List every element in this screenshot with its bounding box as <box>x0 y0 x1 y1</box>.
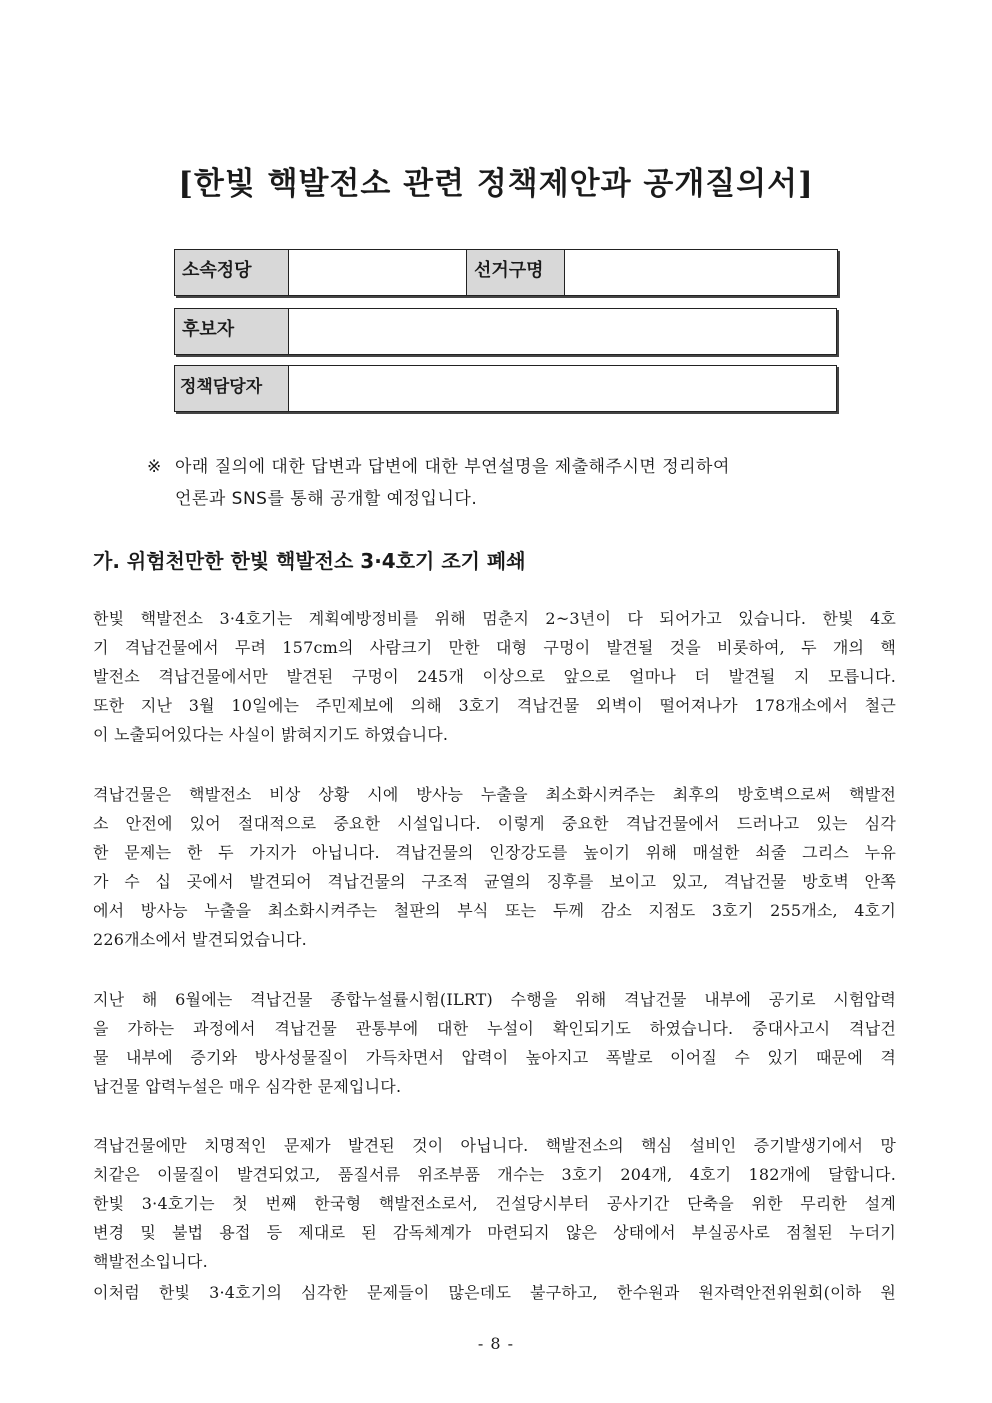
text-line: 소 안전에 있어 절대적으로 중요한 시설입니다. 이렇게 중요한 격납건물에서 드러나고 있는 심각 <box>93 814 896 833</box>
party-district-row <box>174 249 838 296</box>
text-line: 을 가하는 과정에서 격납건물 관통부에 대한 누설이 확인되기도 하였습니다. 중대사고시 격납건 <box>93 1019 896 1038</box>
district-field[interactable] <box>565 250 837 295</box>
note-line-2: 언론과 SNS를 통해 공개할 예정입니다. <box>175 489 478 509</box>
text-line: 가 수 십 곳에서 발견되어 격납건물의 구조적 균열의 징후를 보이고 있고, 격납건물 방호벽 안쪽 <box>93 872 896 891</box>
text-line: 격납건물에만 치명적인 문제가 발견된 것이 아닙니다. 핵발전소의 핵심 설비인 증기발생기에서 망 <box>93 1136 896 1155</box>
section-heading: 가. 위험천만한 한빛 핵발전소 3·4호기 조기 폐쇄 <box>93 549 526 573</box>
text-line: 물 내부에 증기와 방사성물질이 가득차면서 압력이 높아지고 폭발로 이어질 수 있기 때문에 격 <box>93 1048 896 1067</box>
note-line-1: 아래 질의에 대한 답변과 답변에 대한 부연설명을 제출해주시면 정리하여 <box>175 457 730 477</box>
text-line: 이 노출되어있다는 사실이 밝혀지기도 하였습니다. <box>93 725 449 744</box>
text-line: 격납건물은 핵발전소 비상 상황 시에 방사능 누출을 최소화시켜주는 최후의 방호벽으로써 핵발전 <box>93 785 896 804</box>
text-line: 에서 방사능 누출을 최소화시켜주는 철판의 부식 또는 두께 감소 지점도 3호기 255개소, 4호기 <box>93 901 896 920</box>
text-line: 한 문제는 한 두 가지가 아닙니다. 격납건물의 인장강도를 높이기 위해 매설한 쇠줄 그리스 누유 <box>93 843 896 862</box>
candidate-label: 후보자 <box>175 309 289 354</box>
paragraph-3 <box>93 985 896 1101</box>
policy-officer-field[interactable] <box>289 366 836 411</box>
policy-officer-label: 정책담당자 <box>175 366 289 411</box>
text-line: 지난 해 6월에는 격납건물 종합누설률시험(ILRT) 수행을 위해 격납건물 내부에 공기로 시험압력 <box>93 990 896 1009</box>
page-number: - 8 - <box>477 1334 515 1353</box>
text-line: 이처럼 한빛 3·4호기의 심각한 문제들이 많은데도 불구하고, 한수원과 원자력안전위원회(이하 원 <box>93 1283 896 1302</box>
district-label: 선거구명 <box>467 250 565 295</box>
text-line: 납건물 압력누설은 매우 심각한 문제입니다. <box>93 1077 402 1096</box>
submission-note <box>147 451 730 515</box>
candidate-field[interactable] <box>289 309 836 354</box>
candidate-row <box>174 308 837 355</box>
paragraph-2 <box>93 780 896 954</box>
party-label: 소속정당 <box>175 250 289 295</box>
policy-officer-row <box>174 365 837 412</box>
text-line: 발전소 격납건물에서만 발견된 구멍이 245개 이상으로 앞으로 얼마나 더 발견될 지 모릅니다. <box>93 667 896 686</box>
text-line: 또한 지난 3월 10일에는 주민제보에 의해 3호기 격납건물 외벽이 떨어져나가 178개소에서 철근 <box>93 696 896 715</box>
text-line: 한빛 핵발전소 3·4호기는 계획예방정비를 위해 멈춘지 2~3년이 다 되어가고 있습니다. 한빛 4호 <box>93 609 896 628</box>
text-line: 한빛 3·4호기는 첫 번째 한국형 핵발전소로서, 건설당시부터 공사기간 단축을 위한 무리한 설계 <box>93 1194 896 1213</box>
paragraph-1 <box>93 604 896 749</box>
paragraph-4 <box>93 1131 896 1276</box>
text-line: 핵발전소입니다. <box>93 1252 208 1271</box>
paragraph-5 <box>93 1278 896 1307</box>
page-title: [한빛 핵발전소 관련 정책제안과 공개질의서] <box>178 166 814 202</box>
text-line: 치같은 이물질이 발견되었고, 품질서류 위조부품 개수는 3호기 204개, 4호기 182개에 달합니다. <box>93 1165 896 1184</box>
text-line: 변경 및 불법 용접 등 제대로 된 감독체계가 마련되지 않은 상태에서 부실공사로 점철된 누더기 <box>93 1223 896 1242</box>
text-line: 226개소에서 발견되었습니다. <box>93 930 307 949</box>
party-field[interactable] <box>289 250 467 295</box>
reference-mark: ※ <box>147 457 162 477</box>
text-line: 기 격납건물에서 무려 157cm의 사람크기 만한 대형 구멍이 발견될 것을 비롯하여, 두 개의 핵 <box>93 638 896 657</box>
